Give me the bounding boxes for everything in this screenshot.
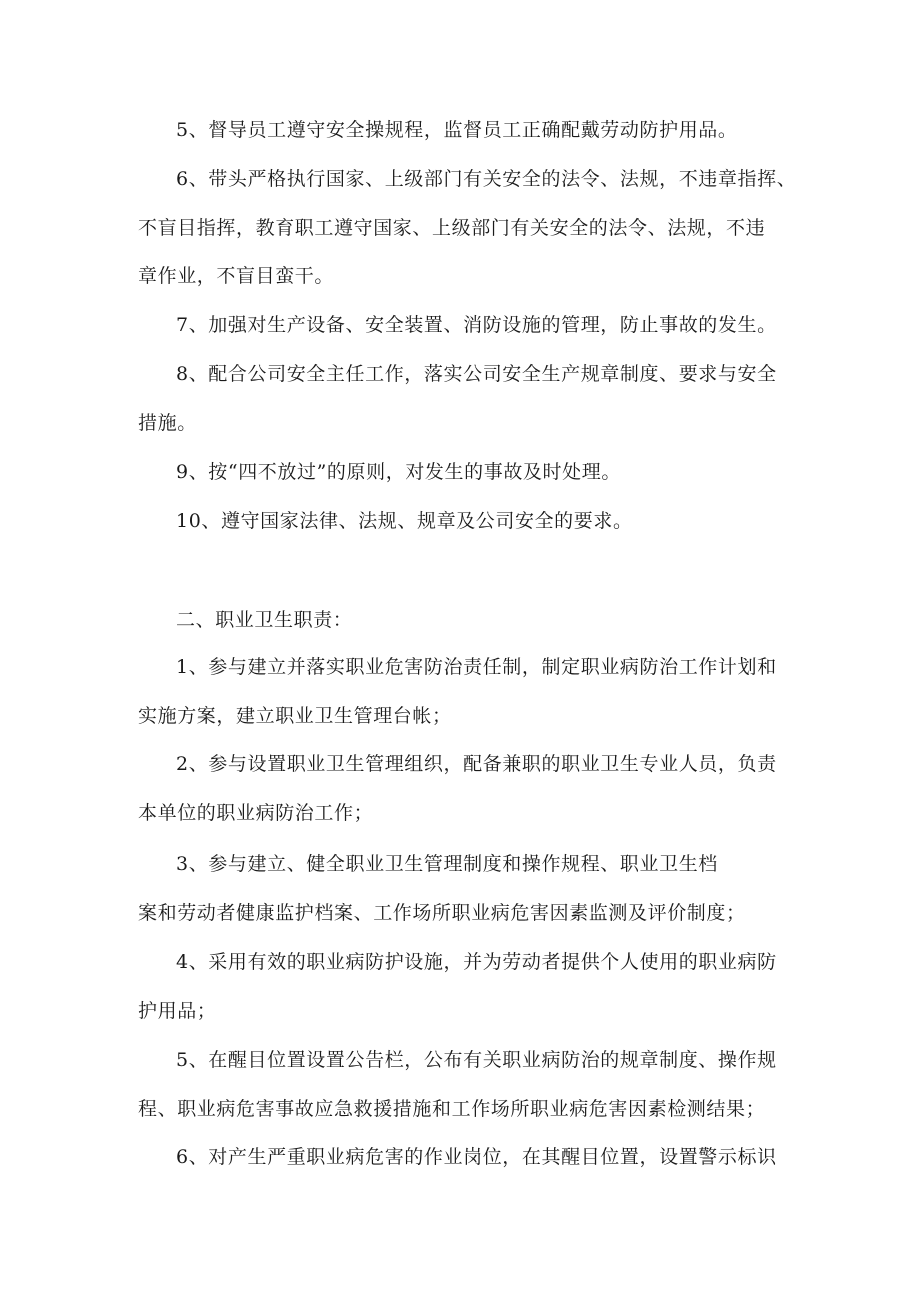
paragraph-line: 6、对产生严重职业病危害的作业岗位，在其醒目位置，设置警示标识 [176,1146,777,1168]
paragraph-line: 案和劳动者健康监护档案、工作场所职业病危害因素监测及评价制度； [138,901,746,924]
section-heading-text: 二、职业卫生职责： [176,609,353,631]
paragraph-line: 章作业，不盲目蛮干。 [138,265,335,287]
paragraph-line: 7、加强对生产设备、安全装置、消防设施的管理，防止事故的发生。 [176,314,777,336]
paragraph-line: 5、在醒目位置设置公告栏，公布有关职业病防治的规章制度、操作规 [176,1049,777,1071]
health-item-2 [138,740,798,837]
paragraph-line: 2、参与设置职业卫生管理组织，配备兼职的职业卫生专业人员，负责 [176,753,777,775]
paragraph-line: 实施方案，建立职业卫生管理台帐； [138,704,452,727]
paragraph-line: 本单位的职业病防治工作； [138,801,374,824]
paragraph-line: 8、配合公司安全主任工作，落实公司安全生产规章制度、要求与安全 [176,363,777,385]
paragraph-line: 10、遵守国家法律、法规、规章及公司安全的要求。 [176,510,633,532]
paragraph-line: 护用品； [138,999,217,1022]
duty-item-8 [138,350,798,447]
duty-item-10 [138,497,798,546]
paragraph-line: 3、参与建立、健全职业卫生管理制度和操作规程、职业卫生档 [176,853,718,875]
paragraph-line: 措施。 [138,411,197,434]
health-item-4 [138,938,798,1035]
duty-item-5 [138,106,798,155]
health-item-6 [138,1133,798,1182]
paragraph-line: 5、督导员工遵守安全操规程，监督员工正确配戴劳动防护用品。 [176,119,738,141]
duty-item-7 [138,301,798,350]
duty-item-6 [138,155,798,301]
paragraph-line: 6、带头严格执行国家、上级部门有关安全的法令、法规，不违章指挥、 [176,168,797,190]
health-item-3 [138,840,798,937]
section-heading [138,596,798,645]
duty-item-9 [138,448,798,497]
paragraph-line: 不盲目指挥，教育职工遵守国家、上级部门有关安全的法令、法规，不违 [138,216,766,239]
paragraph-line: 程、职业病危害事故应急救援措施和工作场所职业病危害因素检测结果； [138,1097,766,1120]
paragraph-line: 9、按“四不放过”的原则，对发生的事故及时处理。 [176,461,621,483]
paragraph-line: 1、参与建立并落实职业危害防治责任制，制定职业病防治工作计划和 [176,656,777,678]
health-item-1 [138,643,798,740]
paragraph-line: 4、采用有效的职业病防护设施，并为劳动者提供个人使用的职业病防 [176,951,777,973]
health-item-5 [138,1036,798,1133]
